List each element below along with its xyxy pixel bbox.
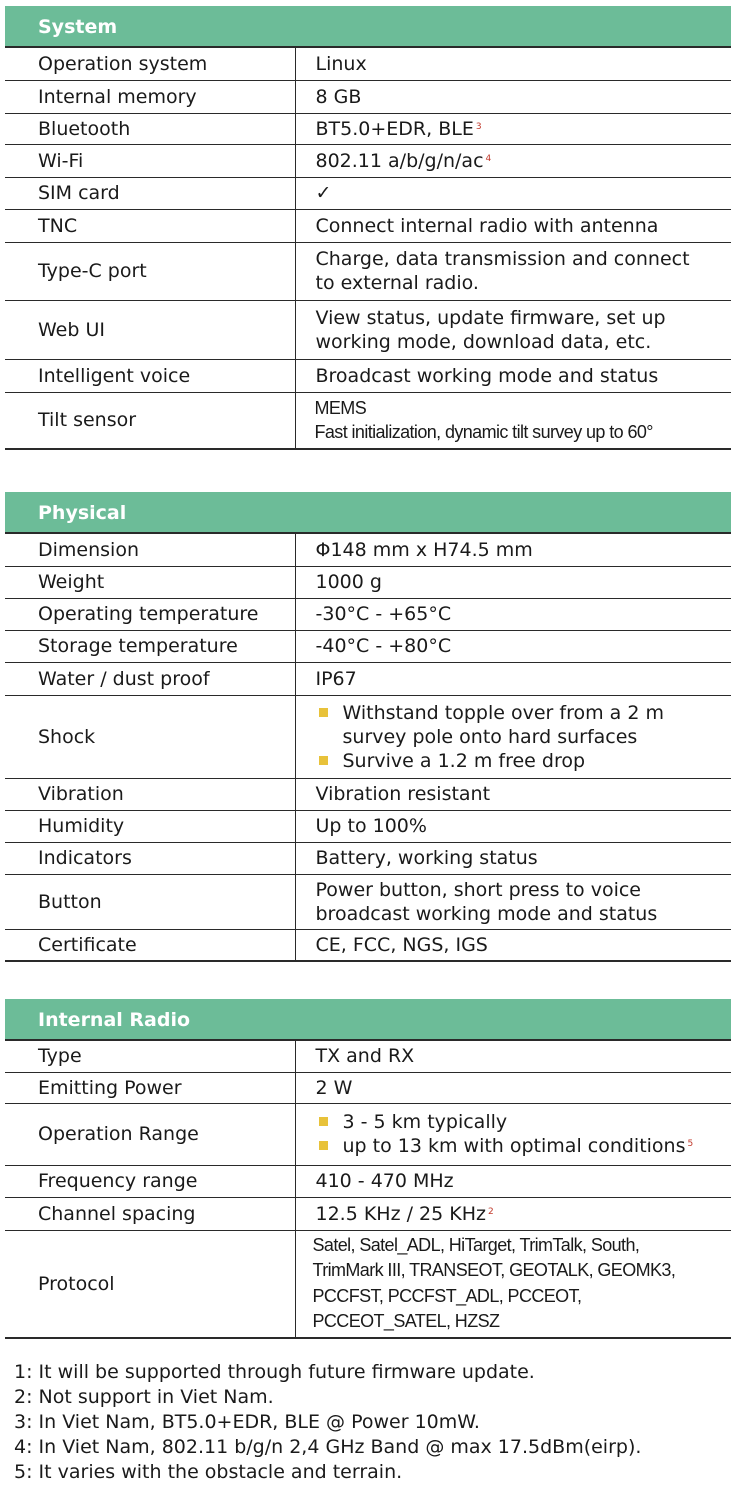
- value-line: Satel, Satel_ADL, HiTarget, TrimTalk, South,: [312, 1234, 640, 1255]
- check-icon: ✓: [295, 177, 731, 209]
- row-value: -40°C - +80°C: [295, 630, 731, 662]
- value-line: Fast initialization, dynamic tilt survey up to 60°: [314, 422, 653, 443]
- row-value: Connect internal radio with antenna: [295, 209, 731, 242]
- table-row: [5, 598, 731, 630]
- value-line: Charge, data transmission and connect: [315, 248, 690, 270]
- list-item: [316, 1134, 732, 1158]
- row-label: Type-C port: [5, 242, 295, 300]
- row-label: Operation Range: [5, 1103, 295, 1165]
- table-row: [5, 300, 731, 359]
- bluetooth-value: BT5.0+EDR, BLE: [315, 117, 474, 140]
- value-line: working mode, download data, etc.: [315, 330, 652, 353]
- table-row: [5, 1072, 731, 1103]
- row-label: Operating temperature: [5, 598, 295, 630]
- table-row: [5, 662, 731, 695]
- table-row: [5, 359, 731, 392]
- footnote: 2: Not support in Viet Nam.: [14, 1386, 274, 1408]
- row-label: Emitting Power: [5, 1072, 295, 1103]
- list-item-text: up to 13 km with optimal conditions: [342, 1135, 686, 1157]
- row-value: IP67: [295, 662, 731, 695]
- table-row: [5, 48, 731, 80]
- footnote-mark: 5: [687, 1139, 694, 1149]
- row-label: Shock: [5, 695, 295, 778]
- table-row: [5, 1165, 731, 1197]
- row-value: TX and RX: [295, 1041, 731, 1072]
- row-value: [295, 695, 731, 778]
- row-label: Wi-Fi: [5, 144, 295, 177]
- footnote-mark: 4: [485, 153, 492, 164]
- table-row: [5, 177, 731, 209]
- row-value: [295, 874, 731, 929]
- row-value: 410 - 470 MHz: [295, 1165, 731, 1197]
- table-row: [5, 778, 731, 810]
- row-value: -30°C - +65°C: [295, 598, 731, 630]
- row-label: Vibration: [5, 778, 295, 810]
- value-line: View status, update firmware, set up: [315, 306, 666, 329]
- row-value: [295, 1197, 731, 1230]
- row-label: Button: [5, 874, 295, 929]
- table-row: [5, 80, 731, 113]
- wifi-value: 802.11 a/b/g/n/ac: [315, 149, 484, 172]
- table-row: [5, 113, 731, 144]
- physical-header: Physical: [5, 492, 731, 534]
- row-label: Protocol: [5, 1230, 295, 1338]
- channel-spacing-value: 12.5 KHz / 25 KHz: [315, 1202, 486, 1225]
- row-value: Up to 100%: [295, 810, 731, 842]
- radio-table: [5, 1041, 731, 1339]
- system-header: System: [5, 6, 731, 48]
- table-row: [5, 534, 731, 566]
- row-label: Dimension: [5, 534, 295, 566]
- table-row: [5, 630, 731, 662]
- value-line: survey pole onto hard surfaces: [342, 725, 638, 748]
- radio-header: Internal Radio: [5, 999, 731, 1041]
- list-item: Survive a 1.2 m free drop: [316, 749, 732, 773]
- table-row: [5, 842, 731, 874]
- value-line: MEMS: [314, 398, 367, 419]
- table-row: [5, 209, 731, 242]
- row-value: [295, 392, 731, 449]
- bullet-list: [316, 1110, 732, 1158]
- system-section: [5, 6, 731, 450]
- system-table: [5, 48, 731, 450]
- row-value: [295, 300, 731, 359]
- footnote-mark: 2: [487, 1206, 494, 1217]
- row-value: [295, 1103, 731, 1165]
- row-value: [295, 144, 731, 177]
- row-label: Humidity: [5, 810, 295, 842]
- bullet-list: [316, 701, 732, 773]
- row-label: Storage temperature: [5, 630, 295, 662]
- table-row: [5, 874, 731, 929]
- footnote: 5: It varies with the obstacle and terrain.: [14, 1461, 403, 1483]
- physical-table: [5, 534, 731, 962]
- row-label: Web UI: [5, 300, 295, 359]
- row-label: Frequency range: [5, 1165, 295, 1197]
- row-value: [295, 1230, 731, 1338]
- table-row: [5, 1197, 731, 1230]
- row-label: Tilt sensor: [5, 392, 295, 449]
- row-value: 8 GB: [295, 80, 731, 113]
- table-row: [5, 566, 731, 598]
- value-line: to external radio.: [315, 272, 479, 294]
- footnote-mark: 3: [475, 121, 482, 132]
- table-row: [5, 1230, 731, 1338]
- value-line: PCCFST, PCCFST_ADL, PCCEOT,: [312, 1285, 582, 1306]
- row-value: Linux: [295, 48, 731, 80]
- row-value: CE, FCC, NGS, IGS: [295, 929, 731, 961]
- table-row: [5, 929, 731, 961]
- row-label: Weight: [5, 566, 295, 598]
- row-label: SIM card: [5, 177, 295, 209]
- table-row: [5, 810, 731, 842]
- row-value: 1000 g: [295, 566, 731, 598]
- value-line: broadcast working mode and status: [315, 902, 658, 925]
- row-label: Water / dust proof: [5, 662, 295, 695]
- row-label: Intelligent voice: [5, 359, 295, 392]
- table-row: [5, 1103, 731, 1165]
- row-label: Internal memory: [5, 80, 295, 113]
- row-label: TNC: [5, 209, 295, 242]
- footnote: 1: It will be supported through future firmware update.: [14, 1361, 535, 1383]
- row-value: Broadcast working mode and status: [295, 359, 731, 392]
- value-line: PCCEOT_SATEL, HZSZ: [312, 1311, 500, 1332]
- row-value: Vibration resistant: [295, 778, 731, 810]
- footnotes: [14, 1360, 641, 1485]
- row-value: [295, 113, 731, 144]
- row-label: Bluetooth: [5, 113, 295, 144]
- row-value: 2 W: [295, 1072, 731, 1103]
- row-label: Channel spacing: [5, 1197, 295, 1230]
- value-line: Power button, short press to voice: [315, 878, 641, 901]
- value-line: Withstand topple over from a 2 m: [342, 701, 664, 724]
- table-row: [5, 242, 731, 300]
- row-value: [295, 242, 731, 300]
- row-label: Certificate: [5, 929, 295, 961]
- list-item: 3 - 5 km typically: [316, 1110, 732, 1134]
- row-label: Indicators: [5, 842, 295, 874]
- list-item: [316, 701, 732, 749]
- footnote: 3: In Viet Nam, BT5.0+EDR, BLE @ Power 10mW.: [14, 1411, 480, 1433]
- row-label: Type: [5, 1041, 295, 1072]
- row-value: Battery, working status: [295, 842, 731, 874]
- footnote: 4: In Viet Nam, 802.11 b/g/n 2,4 GHz Band @ max 17.5dBm(eirp).: [14, 1436, 642, 1458]
- row-label: Operation system: [5, 48, 295, 80]
- table-row: [5, 695, 731, 778]
- table-row: [5, 1041, 731, 1072]
- value-line: TrimMark III, TRANSEOT, GEOTALK, GEOMK3,: [312, 1260, 676, 1281]
- table-row: [5, 392, 731, 449]
- table-row: [5, 144, 731, 177]
- row-value: Φ148 mm x H74.5 mm: [295, 534, 731, 566]
- radio-section: [5, 999, 731, 1339]
- physical-section: [5, 492, 731, 962]
